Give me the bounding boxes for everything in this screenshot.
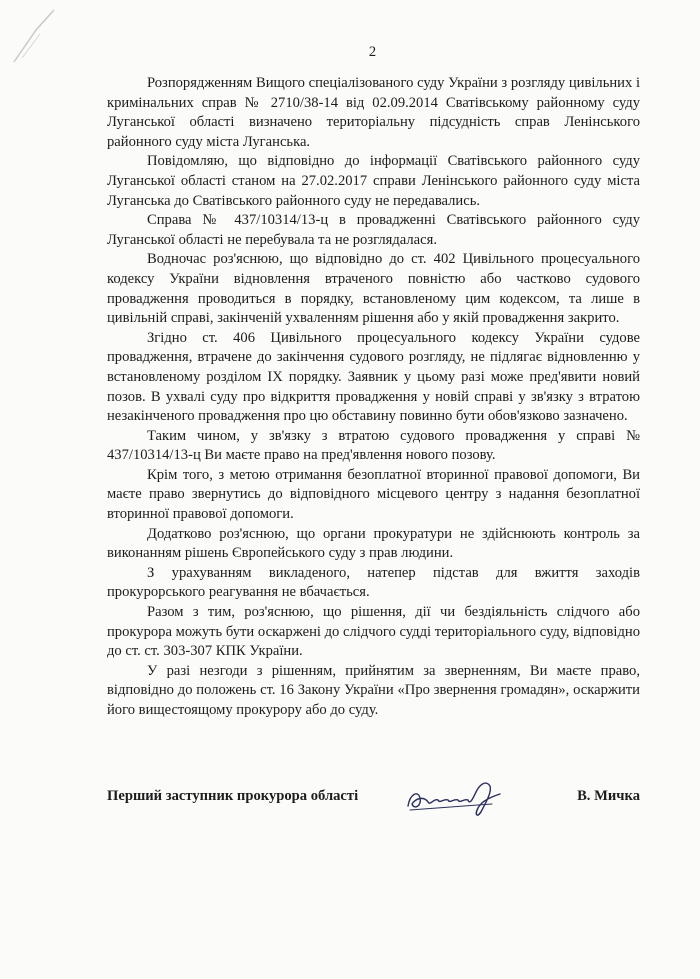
paragraph-3: Справа № 437/10314/13-ц в провадженні Сватівського районного суду Луганської області не перебувала та не розглядалася. [107, 212, 640, 248]
paragraph-11: У разі незгоди з рішенням, прийнятим за зверненням, Ви маєте право, відповідно до положень ст. 16 Закону України «Про звернення громадян», оскаржити його вищестоящому прокурору або до суду. [107, 662, 640, 718]
paragraph-4: Водночас роз'яснюю, що відповідно до ст. 402 Цивільного процесуального кодексу України відновлення втраченого повністю або частково судового провадження проводиться в порядку, встановленому цим кодексом, та лише в цивільній справі, закінченій ухваленням рішення або у якій провадження закрито. [107, 251, 640, 327]
signatory-title: Перший заступник прокурора області [107, 788, 359, 804]
paragraph-10: Разом з тим, роз'яснюю, що рішення, дії чи бездіяльність слідчого або прокурора можуть бути оскаржені до слідчого судді територіального суду, відповідно до ст. ст. 303-307 КПК України. [107, 604, 640, 660]
paragraph-8: Додатково роз'яснюю, що органи прокуратури не здійснюють контроль за виконанням рішень Європейського суду з прав людини. [107, 525, 640, 562]
paragraph-9: З урахуванням викладеного, натепер підстав для вжиття заходів прокурорського реагування не вбачається. [107, 564, 640, 601]
paragraph-2: Повідомляю, що відповідно до інформації Сватівського районного суду Луганської області станом на 27.02.2017 справи Ленінського районного суду міста Луганська до Сватівського районного суду не передавались. [107, 153, 640, 209]
signatory-name: В. Мичка [577, 788, 640, 804]
letter-body [107, 74, 640, 721]
signature-block [107, 776, 640, 816]
page-number: 2 [368, 44, 377, 60]
paragraph-7: Крім того, з метою отримання безоплатної вторинної правової допомоги, Ви маєте право звернутись до відповідного місцевого центру з надання безоплатної вторинної правової допомоги. [107, 466, 640, 523]
paragraph-1: Розпорядженням Вищого спеціалізованого суду України з розгляду цивільних і кримінальних справ № 2710/38-14 від 02.09.2014 Сватівському районному суду Луганської області визначено територіальну підсудність справ Ленінського районного суду міста Луганська. [107, 75, 640, 150]
handwritten-signature [404, 776, 514, 820]
paragraph-6: Таким чином, у зв'язку з втратою судового провадження у справі № 437/10314/13-ц Ви маєте право на пред'явлення нового позову. [107, 427, 640, 464]
paragraph-5: Згідно ст. 406 Цивільного процесуального кодексу України судове провадження, втрачене до закінчення судового розгляду, не підлягає відновленню у встановленому розділом IX порядку. Заявник у цьому разі може пред'явити новий позов. В ухвалі суду про відкриття провадження у новій справі у зв'язку з втратою незакінченого провадження про цю обставину повинно бути обов'язково зазначено. [107, 329, 640, 425]
